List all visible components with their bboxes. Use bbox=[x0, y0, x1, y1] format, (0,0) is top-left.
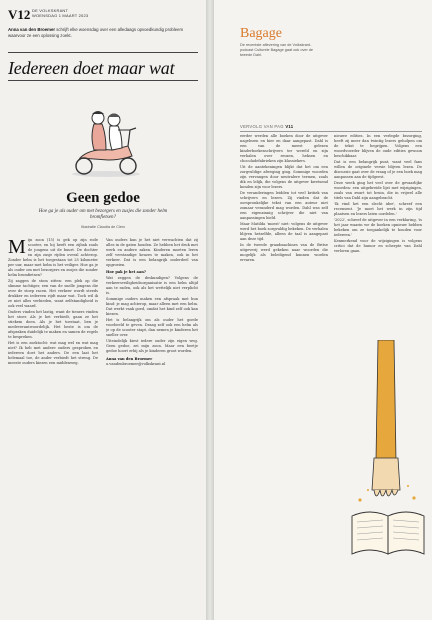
paragraph: Zij zaggen de stom zitten: een plek op die slimme tachtiger, een van de snelle jongens die over de stoep racen. Het verkeer wordt steeds drukker en iedereen rijdt maar wat. Toch wil ik ze niet alles verbieden, want zelfstandigheid is ook veel waard. bbox=[8, 279, 98, 308]
paragraph: Van ouders kun je het niet verwachten dat zij alles in de gaten houden. Ze hebben het druk met werk en andere zaken. Kinderen moeten leren zelf verstandige keuzes te maken, ook in het verkeer. Dat is een belangrijk onderdeel van opgroeien. bbox=[106, 238, 198, 267]
paragraph: '2022', schreef de uitgever in een verklaring, 'is het jaar waarin we de boeken opnieuw hebben bekeken om ze toegankelijk te houden voor iedereen.' bbox=[334, 218, 422, 237]
paragraph: Uit de aantekeningen blijkt dat het om een zorgvuldige afweging ging. Sommige woorden zijn vervangen door neutralere termen, zoals dik en lelijk, die volgens de uitgever kwetsend konden zijn voor lezers. bbox=[240, 165, 328, 189]
author-signature bbox=[106, 357, 198, 367]
bagage-column-1 bbox=[240, 134, 328, 616]
open-book-hand-illustration bbox=[348, 340, 428, 570]
section-rule-top bbox=[8, 52, 198, 53]
intro-author: Anna van den Broemer bbox=[8, 27, 56, 32]
article-subtitle: Hoe ga je als ouder om met bezorgers en zusjes die zonder helm bromfietsen? bbox=[38, 209, 168, 221]
issue-date: WOENSDAG 1 MAART 2023 bbox=[32, 13, 89, 18]
signature-email[interactable]: a.vandenbroemer@volkskrant.nl bbox=[106, 362, 166, 366]
paper-name: DE VOLKSKRANT bbox=[32, 8, 69, 13]
article-column-2 bbox=[106, 238, 198, 608]
paragraph: Wat zeggen de deskundigen? Volgens de verkeersveiligheidsorganisatie is een helm altijd aan te raden, ook als het wettelijk niet verplicht is. bbox=[106, 276, 198, 295]
paragraph: Kenmerkend voor de wijzigingen is volgens critici dat de humor en scherpte van Dahl verloren gaan. bbox=[334, 239, 422, 253]
couple-on-moped-illustration bbox=[60, 100, 152, 182]
left-page bbox=[0, 0, 206, 620]
bagage-title: Bagage bbox=[240, 26, 282, 41]
illustration-credit: Illustratie Claudia de Clerc bbox=[80, 225, 126, 229]
paragraph: In de tweede graadmachines van de Britse uitgeverij werd gekeken naar woorden die mogelijk als beledigend kunnen worden ervaren. bbox=[240, 243, 328, 262]
subheading: Hoe pak je het aan? bbox=[106, 270, 146, 274]
section-title: Iedereen doet maar wat bbox=[8, 58, 175, 78]
intro-text: schrijft elke woensdag over een alledaags opvoedkundig probleem waarvoor ze een oplossing zoekt. bbox=[8, 27, 184, 38]
column-intro bbox=[8, 27, 196, 38]
right-page bbox=[214, 0, 432, 620]
continued-label bbox=[240, 124, 293, 129]
article-column-1 bbox=[8, 238, 98, 608]
section-rule-bottom bbox=[8, 80, 198, 81]
paragraph: Maar Matilda 'moest' niet: volgens de uitgever werd het boek zorgvuldig bekeken. De verhalen blijven hetzelfde, alleen de taal is aangepast aan deze tijd. bbox=[240, 222, 328, 241]
paragraph: Ouders vinden het lastig, want de tieners vinden het stoer. Als je het verbiedt, gaan ze het stiekem doen. Als je het toestaat, ben je medeverantwoordelijk. Het beste is om de afspraken duidelijk te maken en samen de regels te bespreken. bbox=[8, 310, 98, 339]
continued-page: V11 bbox=[285, 124, 294, 129]
paragraph: Deze week ging het veel over de gevaarlijke woorden: een uitgebreide lijst met wijzigingen, zoals van zwart tot bruin, die in vrijwel alle titels van Dahl zijn aangebracht. bbox=[334, 181, 422, 200]
article-title: Geen gedoe bbox=[66, 190, 140, 206]
page-number: V12 bbox=[8, 7, 31, 22]
drop-cap: M bbox=[8, 238, 26, 258]
paragraph: Dat is een belangrijk punt, want veel fans willen de originele versie blijven lezen. De discussie gaat over de vraag of je een boek mag aanpassen aan de tijdgeest. bbox=[334, 160, 422, 179]
paragraph: Het is belangrijk om als ouder het goede voorbeeld te geven. Draag zelf ook een helm als je op de scooter stapt, dan nemen je kinderen het sneller over. bbox=[106, 318, 198, 337]
paragraph: Mijn zoon (15) is gek op zijn rode scooter, en hij heeft een zijbak zoals de jongens uit de buurt. De dochter en zijn zusje rijden overal achterop. Zonder helm is het toegestaan tot 25 kilometer per uur, maar met helm is het veiliger. Hoe ga je als ouder om met bezorgers en zusjes die zonder helm bromfietsen? bbox=[8, 238, 98, 277]
continued-text: VERVOLG VAN PAG bbox=[240, 124, 284, 129]
paragraph: eerder werden alle boeken door de uitgever nagelezen en hier en daar aangepast. Dahl is een van de meest gelezen kinderboekenschrijvers ter wereld en zijn verhalen over reuzen, heksen en chocoladefabrieken zijn klassiekers. bbox=[240, 134, 328, 163]
paragraph: Uiteindelijk kiest iedere ouder zijn eigen weg. Geen gedoe, zei mijn zoon. Maar een beetje gedoe hoort erbij als je kinderen groot worden. bbox=[106, 339, 198, 353]
signature-name: Anna van den Broemer bbox=[106, 357, 153, 361]
paper-masthead bbox=[32, 8, 88, 18]
paragraph: Het is een zoektocht: wat mag wel en wat mag niet? Ik heb met andere ouders gesproken en iedereen doet het anders. De een laat het helemaal toe, de ander verbiedt het streng. De meeste ouders kiezen een middenweg. bbox=[8, 341, 98, 365]
paragraph: Sommige ouders maken een afspraak met hun kind: je mag achterop, maar alleen met een helm. Dat werkt vaak goed, omdat het kind zelf ook kan kiezen. bbox=[106, 297, 198, 316]
paragraph: De veranderingen leidden tot veel kritiek van schrijvers en lezers. Zij vinden dat de oorspronkelijke tekst van een auteur niet zomaar veranderd mag worden. Dahl was zelf een eigenzinnig schrijver die niet van aanpassingen hield. bbox=[240, 191, 328, 220]
paragraph: nieuwe edities. In een verlegde bezorging, heeft zij meer dan twintig lezers geholpen om de tekst te begrijpen. Volgens een woordvoerder blijven de oude edities gewoon beschikbaar. bbox=[334, 134, 422, 158]
page-gutter bbox=[206, 0, 214, 620]
continued-rule bbox=[240, 131, 422, 132]
bagage-column-2 bbox=[334, 134, 422, 334]
paragraph: 'Ik vind het een slecht idee', schreef een recensent. 'Je moet het werk in zijn tijd plaatsen en lezers laten oordelen.' bbox=[334, 202, 422, 216]
bagage-description: De recentste aflevering van de Volkskrant-podcast Culturele Bagage gaat ook over de tweede Dahl. bbox=[240, 43, 314, 57]
